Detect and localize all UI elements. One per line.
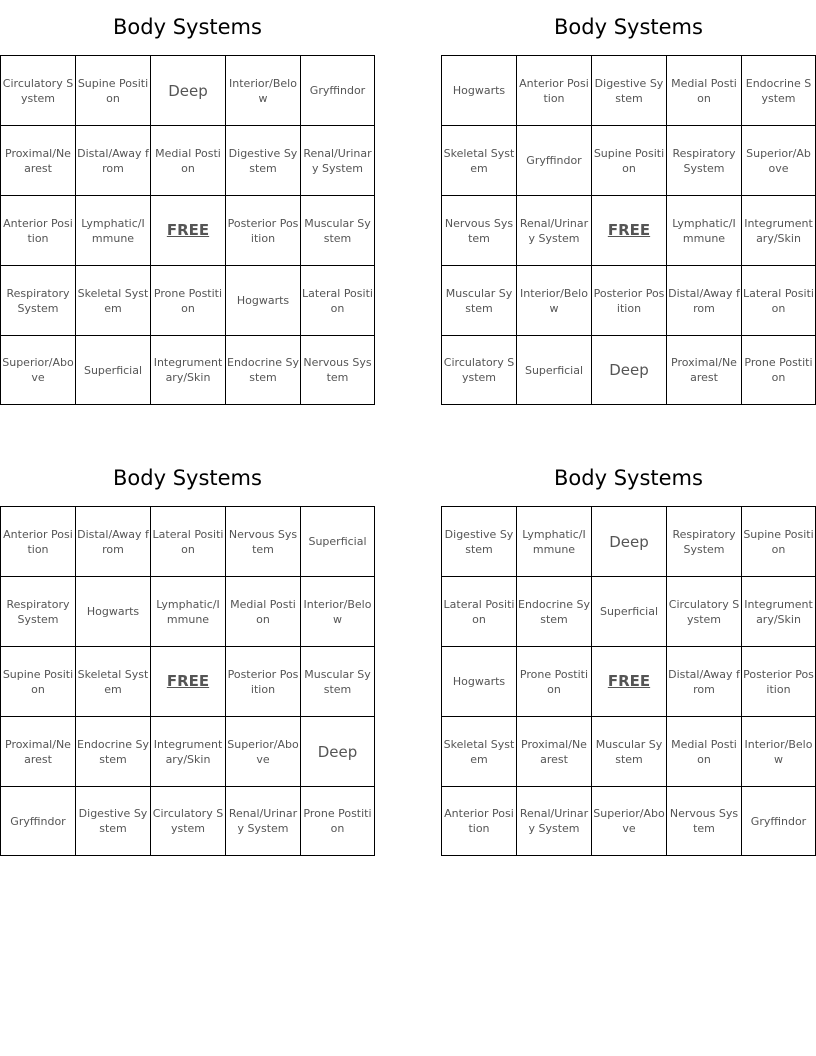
bingo-cell [516,646,591,716]
free-space-label: FREE [166,672,210,690]
bingo-cell [591,646,666,716]
bingo-cell-label: Interior/Below [744,737,813,766]
bingo-cell-label: Anterior Position [3,216,73,245]
bingo-cell-label: Circulatory System [2,76,74,105]
bingo-cell [0,646,75,716]
bingo-cell-label: Gryffindor [10,814,66,828]
bingo-cell [591,716,666,786]
bingo-cell-label: Endocrine System [518,597,590,626]
bingo-card-4 [441,451,816,856]
bingo-cell-label: Nervous System [669,807,739,835]
bingo-cell [441,195,516,265]
bingo-cell [666,786,741,856]
bingo-cell-label: Superficial [83,363,143,377]
bingo-cell [75,265,150,335]
bingo-grid [0,55,375,405]
bingo-cell [441,576,516,646]
bingo-cell-label: Distal/Away from [77,527,149,556]
bingo-cell-label: Supine Position [2,667,74,696]
bingo-cell-label: Skeletal System [77,286,149,315]
bingo-cell-label: Hogwarts [236,294,290,307]
bingo-cell [741,55,816,125]
bingo-cell-label: Posterior Position [227,216,299,245]
bingo-cell [75,716,150,786]
bingo-cell-label: Hogwarts [452,84,506,97]
bingo-cell [666,716,741,786]
bingo-cell-label: Circulatory System [152,807,224,835]
bingo-cell [516,265,591,335]
bingo-cell [516,786,591,856]
bingo-card-1 [0,0,375,405]
bingo-cell-label: Integrumentary/Skin [153,737,223,766]
bingo-cell [225,646,300,716]
bingo-cell [300,265,375,335]
bingo-cell [300,125,375,195]
bingo-cell [75,646,150,716]
bingo-cell [741,125,816,195]
bingo-cell [0,786,75,856]
bingo-cell [75,786,150,856]
bingo-cell-label: Medial Postion [230,597,296,626]
bingo-cell [441,646,516,716]
bingo-cell [741,265,816,335]
bingo-cell [150,265,225,335]
bingo-cell [150,506,225,576]
bingo-cell-label: Prone Postition [519,667,589,696]
bingo-cell [516,335,591,405]
bingo-cell-label: Gryffindor [526,154,582,167]
bingo-cell-label: Circulatory System [668,597,740,626]
bingo-grid [0,506,375,856]
bingo-cell-label: Superficial [599,605,659,618]
bingo-cell [225,55,300,125]
bingo-cell-label: Muscular System [304,667,371,696]
bingo-cell-label: Medial Postion [155,146,221,175]
bingo-cell [666,125,741,195]
bingo-cell-label: Superior/Above [746,146,811,175]
bingo-cell [150,125,225,195]
bingo-cell [150,335,225,405]
bingo-cell [300,55,375,125]
free-space-label: FREE [166,221,210,239]
bingo-cell [0,716,75,786]
bingo-cell-label: Superior/Above [593,807,665,835]
bingo-cell-label: Digestive System [228,146,298,175]
bingo-cell-label: Distal/Away from [77,146,149,175]
bingo-cell [0,506,75,576]
bingo-cell [150,576,225,646]
bingo-cell-label: Superficial [524,363,584,377]
bingo-cell [591,125,666,195]
bingo-cell-label: Supine Position [593,146,665,175]
bingo-cell [0,55,75,125]
bingo-cell-label: Hogwarts [452,675,506,688]
bingo-cell [741,195,816,265]
card-title: Body Systems [113,466,262,490]
bingo-cell [591,335,666,405]
bingo-cell [516,55,591,125]
bingo-cell-label: Integrumentary/Skin [744,597,813,626]
bingo-cell [591,506,666,576]
bingo-cell-label: Posterior Position [227,667,299,696]
bingo-cell [225,265,300,335]
bingo-cell [591,195,666,265]
bingo-cell-label: Anterior Position [3,527,73,556]
bingo-cell [225,195,300,265]
bingo-cell-label: Integrumentary/Skin [153,356,223,384]
bingo-cell [75,55,150,125]
bingo-cell-label: Skeletal System [443,737,515,766]
bingo-cell [225,576,300,646]
bingo-cell-label: Superior/Above [227,737,299,766]
bingo-cell [75,125,150,195]
bingo-cell [591,786,666,856]
bingo-cell [300,646,375,716]
bingo-cell [150,195,225,265]
bingo-cell-label: Proximal/Nearest [521,737,587,766]
bingo-cell-label: Lymphatic/Immune [156,597,220,626]
card-title: Body Systems [554,466,703,490]
bingo-cell [300,716,375,786]
bingo-cell-label: Skeletal System [77,667,149,696]
bingo-cell-label: Supine Position [743,527,814,556]
bingo-cell [666,335,741,405]
bingo-cell-label: Superior/Above [2,356,74,384]
bingo-grid [441,55,816,405]
bingo-cell-label: Lateral Position [443,597,515,626]
bingo-card-3 [0,451,375,856]
bingo-cell [0,195,75,265]
bingo-cell [300,506,375,576]
bingo-cell-label: Medial Postion [671,76,737,105]
bingo-cell [75,576,150,646]
bingo-cell [150,55,225,125]
bingo-cell [0,265,75,335]
bingo-cell [225,506,300,576]
bingo-cell [300,576,375,646]
bingo-cell-label: Digestive System [444,527,514,556]
free-space-label: FREE [607,221,651,239]
bingo-cell [666,55,741,125]
bingo-cell [741,716,816,786]
bingo-grid [441,506,816,856]
bingo-cell-label: Prone Postition [744,356,813,384]
bingo-cell [0,576,75,646]
bingo-cell-label: Renal/Urinary System [519,807,589,835]
bingo-cell-label: Proximal/Nearest [5,146,71,175]
bingo-cell-label: Deep [609,361,649,379]
card-title: Body Systems [554,15,703,39]
bingo-cell-label: Deep [168,81,208,100]
bingo-cell-label: Anterior Position [519,76,589,105]
bingo-cell [300,335,375,405]
bingo-cell [0,125,75,195]
bingo-cell [516,506,591,576]
bingo-cell [741,335,816,405]
bingo-cell [441,55,516,125]
bingo-cell-label: Interior/Below [303,597,372,626]
bingo-cell-label: Muscular System [595,737,663,766]
bingo-cell-label: Respiratory System [6,597,70,626]
bingo-cell-label: Renal/Urinary System [228,807,298,835]
bingo-cell [441,506,516,576]
bingo-cell [441,716,516,786]
bingo-cell-label: Skeletal System [443,146,515,175]
bingo-cell-label: Distal/Away from [668,667,740,696]
bingo-cell-label: Superficial [308,535,367,548]
bingo-cell [150,786,225,856]
bingo-cell-label: Integrumentary/Skin [744,216,813,245]
bingo-cell-label: Posterior Position [743,667,814,696]
bingo-cell-label: Nervous System [303,356,372,384]
bingo-cell-label: Gryffindor [750,814,807,828]
bingo-cell [741,506,816,576]
bingo-cell [441,786,516,856]
bingo-cell-label: Distal/Away from [668,286,740,315]
bingo-cell [75,335,150,405]
bingo-cell-label: Supine Position [77,76,149,105]
bingo-card-2 [441,0,816,405]
bingo-cell [225,786,300,856]
bingo-cell-label: Respiratory System [6,286,70,315]
bingo-cell [591,576,666,646]
bingo-cell-label: Gryffindor [309,84,366,97]
bingo-cell-label: Lateral Position [743,286,814,315]
bingo-cell [441,265,516,335]
bingo-cell-label: Endocrine System [227,356,299,384]
bingo-cell-label: Muscular System [445,286,513,315]
bingo-cell [150,716,225,786]
bingo-cell-label: Interior/Below [229,76,297,105]
bingo-cell-label: Posterior Position [593,286,665,315]
bingo-cell-label: Proximal/Nearest [671,356,737,384]
bingo-cell [75,195,150,265]
bingo-cell-label: Medial Postion [671,737,737,766]
bingo-cell-label: Lateral Position [302,286,373,315]
bingo-cell [591,55,666,125]
bingo-cell [741,786,816,856]
bingo-cell-label: Interior/Below [520,286,588,315]
bingo-cell [225,716,300,786]
bingo-cell [75,506,150,576]
bingo-cell-label: Circulatory System [443,356,515,384]
bingo-cell [150,646,225,716]
bingo-cell [300,195,375,265]
bingo-cell-label: Renal/Urinary System [519,216,589,245]
bingo-cell [666,576,741,646]
bingo-cell-label: Nervous System [444,216,514,245]
bingo-cell [741,576,816,646]
bingo-cell-label: Deep [317,742,358,761]
bingo-cell-label: Renal/Urinary System [303,146,372,175]
bingo-cell-label: Lateral Position [152,527,224,556]
bingo-cell-label: Respiratory System [672,146,736,175]
bingo-cell [516,195,591,265]
bingo-cell-label: Nervous System [228,527,298,556]
bingo-cell-label: Digestive System [594,76,664,105]
bingo-cell-label: Lymphatic/Immune [81,216,145,245]
bingo-cell-label: Hogwarts [86,605,140,618]
bingo-cell-label: Prone Postition [153,286,223,315]
bingo-cell-label: Muscular System [304,216,371,245]
bingo-cell-label: Deep [609,532,649,551]
bingo-cell-label: Endocrine System [77,737,149,766]
bingo-cell-label: Anterior Position [444,807,514,835]
bingo-cell [0,335,75,405]
bingo-cell [666,195,741,265]
bingo-cell [225,125,300,195]
bingo-cell [516,716,591,786]
bingo-cell-label: Digestive System [78,807,148,835]
bingo-cell [666,506,741,576]
bingo-cell [441,335,516,405]
bingo-cell [225,335,300,405]
bingo-cell-label: Respiratory System [672,527,736,556]
bingo-cell-label: Endocrine System [745,76,812,105]
card-title: Body Systems [113,15,262,39]
bingo-cell [300,786,375,856]
free-space-label: FREE [607,672,651,690]
bingo-cell-label: Proximal/Nearest [5,737,71,766]
bingo-cell-label: Prone Postition [303,807,372,835]
bingo-cell-label: Lymphatic/Immune [672,216,736,245]
bingo-cell [741,646,816,716]
bingo-cell [666,265,741,335]
bingo-cell [666,646,741,716]
bingo-cell-label: Lymphatic/Immune [522,527,586,556]
bingo-cell [441,125,516,195]
bingo-cell [516,576,591,646]
bingo-cell [516,125,591,195]
bingo-cell [591,265,666,335]
